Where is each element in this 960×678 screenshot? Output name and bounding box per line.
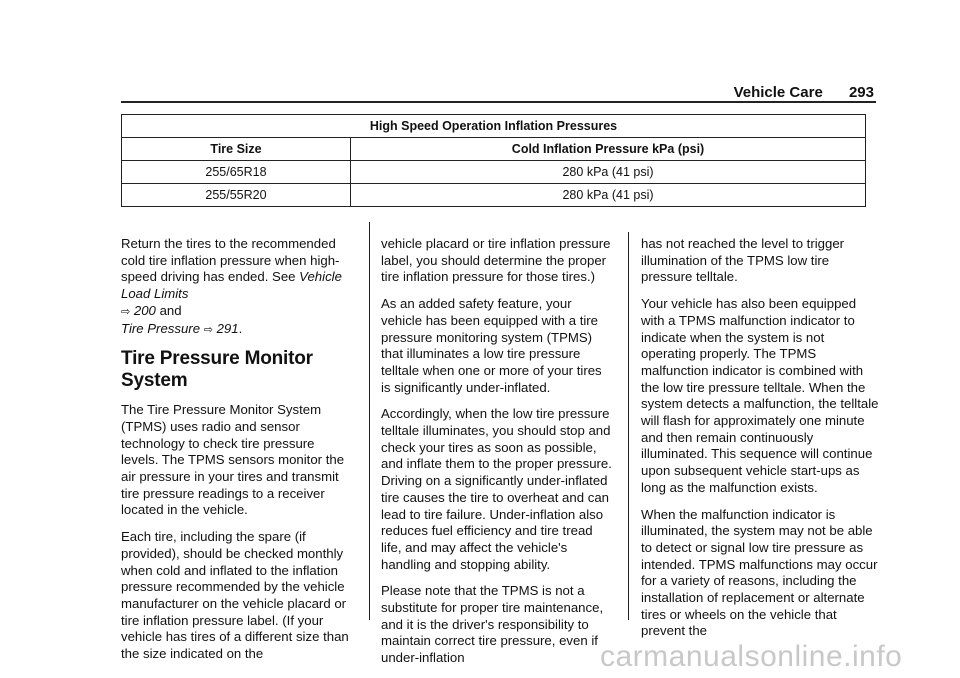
table-cell: 255/65R18	[122, 161, 351, 184]
column-divider	[369, 222, 370, 620]
page-ref-arrow-icon: ⇨	[203, 323, 213, 336]
paragraph: As an added safety feature, your vehicle has been equipped with a tire pressure monitoring system (TPMS) that illuminates a low tire pressure telltale when one or more of your tires is significantly under-inflated.	[381, 296, 602, 395]
paragraph: vehicle placard or tire inflation pressure label, you should determine the proper tire inflation pressure for those tires.)	[381, 236, 611, 285]
paragraph: has not reached the level to trigger illumination of the TPMS low tire pressure telltale.	[641, 236, 845, 285]
cross-reference-link[interactable]: Vehicle Load Limits	[121, 269, 342, 302]
header-rule	[121, 101, 876, 103]
page-number: 293	[848, 84, 874, 101]
text-column-2	[381, 236, 613, 677]
table-cell: 255/55R20	[122, 184, 351, 207]
paragraph: Your vehicle has also been equipped with a TPMS malfunction indicator to indicate when the system is not operating properly. The TPMS malfunction indicator is combined with the low tire pressure telltale. When the system detects a malfunction, the telltale will flash for approximately one minute and then remain continuously illuminated. This sequence will continue upon subsequent vehicle start-ups as long as the malfunction exists.	[641, 296, 879, 495]
cross-reference-page[interactable]: 200	[133, 302, 156, 318]
inflation-pressure-table	[121, 114, 866, 207]
column-header-pressure: Cold Inflation Pressure kPa (psi)	[351, 138, 866, 161]
section-title: Vehicle Care	[733, 84, 823, 101]
paragraph: Accordingly, when the low tire pressure telltale illuminates, you should stop and check your tires as soon as possible, and inflate them to the proper pressure. Driving on a significantly under-inflated tire causes the tire to overheat and can lead to tire failure. Under-inflation also reduces fuel efficiency and tire tread life, and may affect the vehicle's handling and stopping ability.	[381, 406, 612, 572]
paragraph: The Tire Pressure Monitor System (TPMS) uses radio and sensor technology to check tire pressure levels. The TPMS sensors monitor the air pressure in your tires and transmit tire pressure readings to a receiver located in the vehicle.	[121, 402, 345, 518]
table-cell: 280 kPa (41 psi)	[351, 161, 866, 184]
table-cell: 280 kPa (41 psi)	[351, 184, 866, 207]
paragraph: Return the tires to the recommended cold tire inflation pressure when high-speed driving has ended. See Vehicle Load Limits ⇨ 200 and Tire Pressure ⇨ 291.	[121, 236, 342, 336]
text-column-3	[641, 236, 881, 650]
column-divider	[628, 232, 629, 620]
cross-reference-link[interactable]: Tire Pressure	[121, 320, 201, 336]
table-row	[122, 184, 866, 207]
running-header	[734, 84, 874, 101]
table-row	[122, 161, 866, 184]
table-caption: High Speed Operation Inflation Pressures	[122, 115, 866, 138]
paragraph: When the malfunction indicator is illuminated, the system may not be able to detect or signal low tire pressure as intended. TPMS malfunctions may occur for a variety of reasons, including the installation of replacement or alternate tires or wheels on the vehicle that prevent the	[641, 506, 878, 639]
page-ref-arrow-icon: ⇨	[121, 305, 131, 318]
paragraph: Please note that the TPMS is not a substitute for proper tire maintenance, and it is the driver's responsibility to maintain correct tire pressure, even if under-inflation	[381, 583, 604, 666]
text-column-1	[121, 236, 353, 673]
section-heading: Tire Pressure Monitor System	[121, 348, 313, 392]
column-header-tire-size: Tire Size	[122, 138, 351, 161]
cross-reference-page[interactable]: 291	[216, 320, 239, 336]
watermark: carmanualsonline.info	[600, 640, 903, 673]
paragraph: Each tire, including the spare (if provided), should be checked monthly when cold and inflated to the inflation pressure recommended by the vehicle manufacturer on the vehicle placard or tire inflation pressure label. (If your vehicle has tires of a different size than the size indicated on the	[121, 529, 349, 662]
